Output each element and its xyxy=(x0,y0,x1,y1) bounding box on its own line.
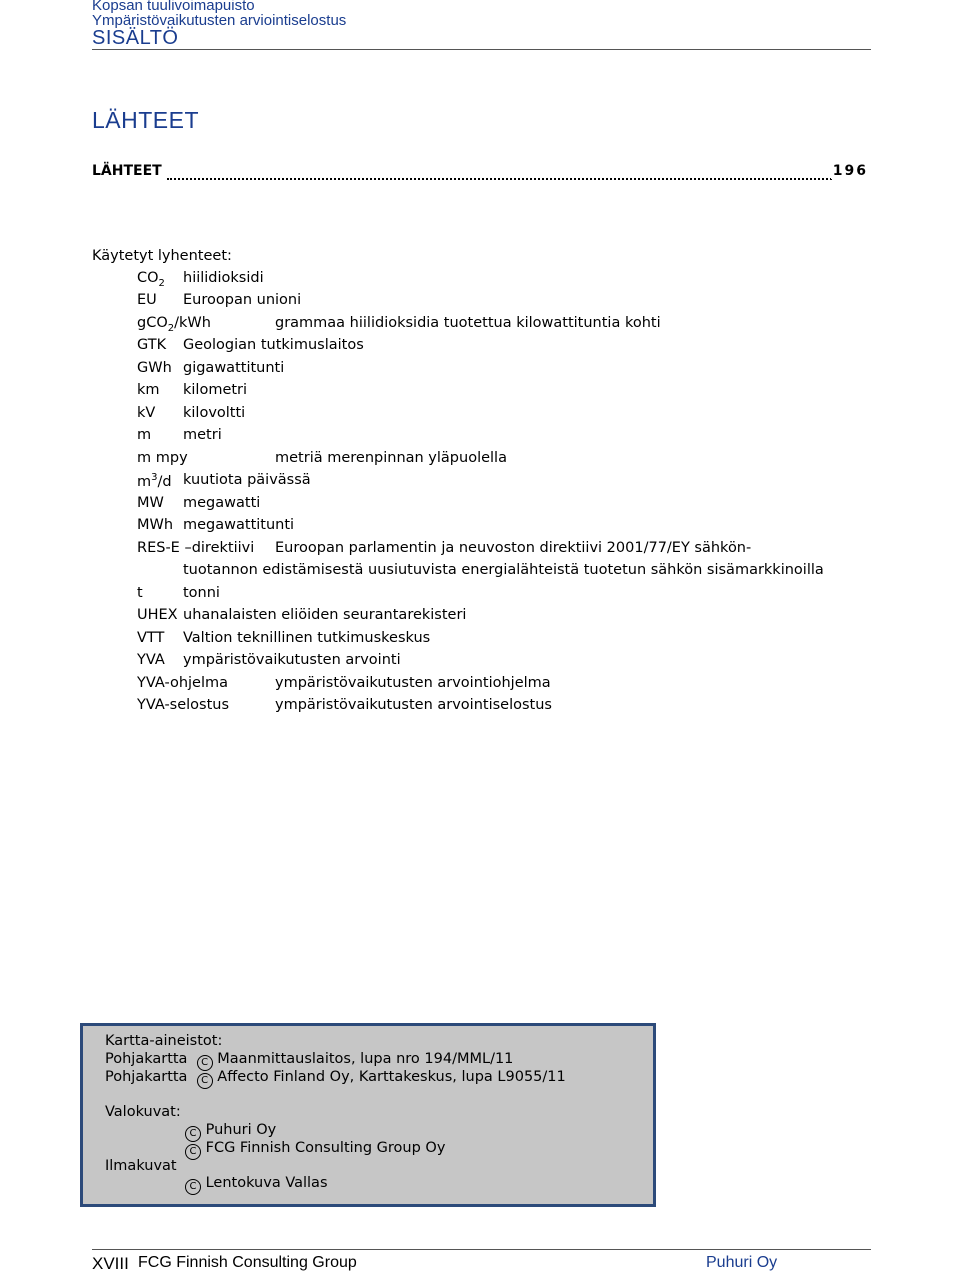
toc-label: LÄHTEET xyxy=(92,163,166,179)
abbr-key: t xyxy=(137,585,143,601)
maps-title: Kartta-aineistot: xyxy=(105,1033,223,1049)
abbr-value: grammaa hiilidioksidia tuotettua kilowattituntia kohti xyxy=(275,315,661,331)
abbr-key: MW xyxy=(137,495,164,511)
abbr-key: m mpy xyxy=(137,450,188,466)
abbr-value: kuutiota päivässä xyxy=(183,472,311,488)
abbr-key: gCO$_2$/kWh xyxy=(137,315,211,334)
abbreviations-title: Käytetyt lyhenteet: xyxy=(92,248,232,264)
abbr-value: gigawattitunti xyxy=(183,360,285,376)
copyright-icon: C xyxy=(197,1055,213,1071)
abbr-key: GWh xyxy=(137,360,172,376)
map-credit-2: Pohjakartta C Affecto Finland Oy, Karttakeskus, lupa L9055/11 xyxy=(105,1069,566,1089)
abbr-value: Euroopan unioni xyxy=(183,292,302,308)
toc-leader-dots xyxy=(167,178,832,180)
header-report: Ympäristövaikutusten arviointiselostus xyxy=(92,12,347,29)
footer-divider xyxy=(92,1249,871,1250)
abbr-value: tonni xyxy=(183,585,220,601)
abbr-value: megawattitunti xyxy=(183,517,295,533)
toc-entry[interactable] xyxy=(92,163,868,183)
abbr-value: megawatti xyxy=(183,495,261,511)
abbr-key: kV xyxy=(137,405,156,421)
footer-company: FCG Finnish Consulting Group xyxy=(138,1254,357,1271)
abbr-key: UHEX xyxy=(137,607,178,623)
abbr-key: VTT xyxy=(137,630,165,646)
abbr-key: m xyxy=(137,427,152,443)
abbr-value: kilovoltti xyxy=(183,405,246,421)
abbr-key: MWh xyxy=(137,517,174,533)
abbr-key: km xyxy=(137,382,160,398)
abbr-value: ympäristövaikutusten arvointiselostus xyxy=(275,697,552,713)
photo-credit-2: C FCG Finnish Consulting Group Oy xyxy=(185,1140,445,1160)
abbr-value-continuation: tuotannon edistämisestä uusiutuvista energialähteistä tuotetun sähkön sisämarkkinoilla xyxy=(183,562,824,578)
abbr-key: $CO_2$ xyxy=(137,270,165,289)
footer-client: Puhuri Oy xyxy=(706,1254,778,1271)
abbr-value: metri xyxy=(183,427,222,443)
page-title: LÄHTEET xyxy=(92,107,200,133)
header-divider xyxy=(92,49,871,50)
map-credit-1: Pohjakartta C Maanmittauslaitos, lupa nro 194/MML/11 xyxy=(105,1051,513,1071)
abbr-key: YVA-ohjelma xyxy=(137,675,229,691)
credits-box xyxy=(80,1023,656,1207)
abbr-key: YVA-selostus xyxy=(137,697,230,713)
abbr-value: Geologian tutkimuslaitos xyxy=(183,337,364,353)
abbr-key: EU xyxy=(137,292,157,308)
aerial-credit-1: C Lentokuva Vallas xyxy=(185,1175,328,1195)
footer-page-number: XVIII xyxy=(92,1254,129,1273)
abbr-value: hiilidioksidi xyxy=(183,270,264,286)
copyright-icon: C xyxy=(185,1144,201,1160)
abbr-key: GTK xyxy=(137,337,167,353)
abbr-value: metriä merenpinnan yläpuolella xyxy=(275,450,507,466)
abbr-key: RES-E –direktiivi xyxy=(137,540,255,556)
photo-credit-1: C Puhuri Oy xyxy=(185,1122,276,1142)
copyright-icon: C xyxy=(197,1073,213,1089)
abbr-value: Valtion teknillinen tutkimuskeskus xyxy=(183,630,431,646)
toc-page-number: 196 xyxy=(832,163,868,179)
aerial-title: Ilmakuvat xyxy=(105,1158,177,1174)
abbr-value: ympäristövaikutusten arvointiohjelma xyxy=(275,675,551,691)
abbr-key: $m^3/d$ xyxy=(137,472,172,490)
abbr-value: uhanalaisten eliöiden seurantarekisteri xyxy=(183,607,467,623)
abbr-value: ympäristövaikutusten arvointi xyxy=(183,652,401,668)
abbr-value: Euroopan parlamentin ja neuvoston direktiivi 2001/77/EY sähkön- xyxy=(275,540,752,556)
abbr-key: YVA xyxy=(137,652,165,668)
copyright-icon: C xyxy=(185,1179,201,1195)
photos-title: Valokuvat: xyxy=(105,1104,181,1120)
header-section: SISÄLTÖ xyxy=(92,27,179,49)
abbr-value: kilometri xyxy=(183,382,248,398)
copyright-icon: C xyxy=(185,1126,201,1142)
header-project: Kopsan tuulivoimapuisto xyxy=(92,0,255,14)
